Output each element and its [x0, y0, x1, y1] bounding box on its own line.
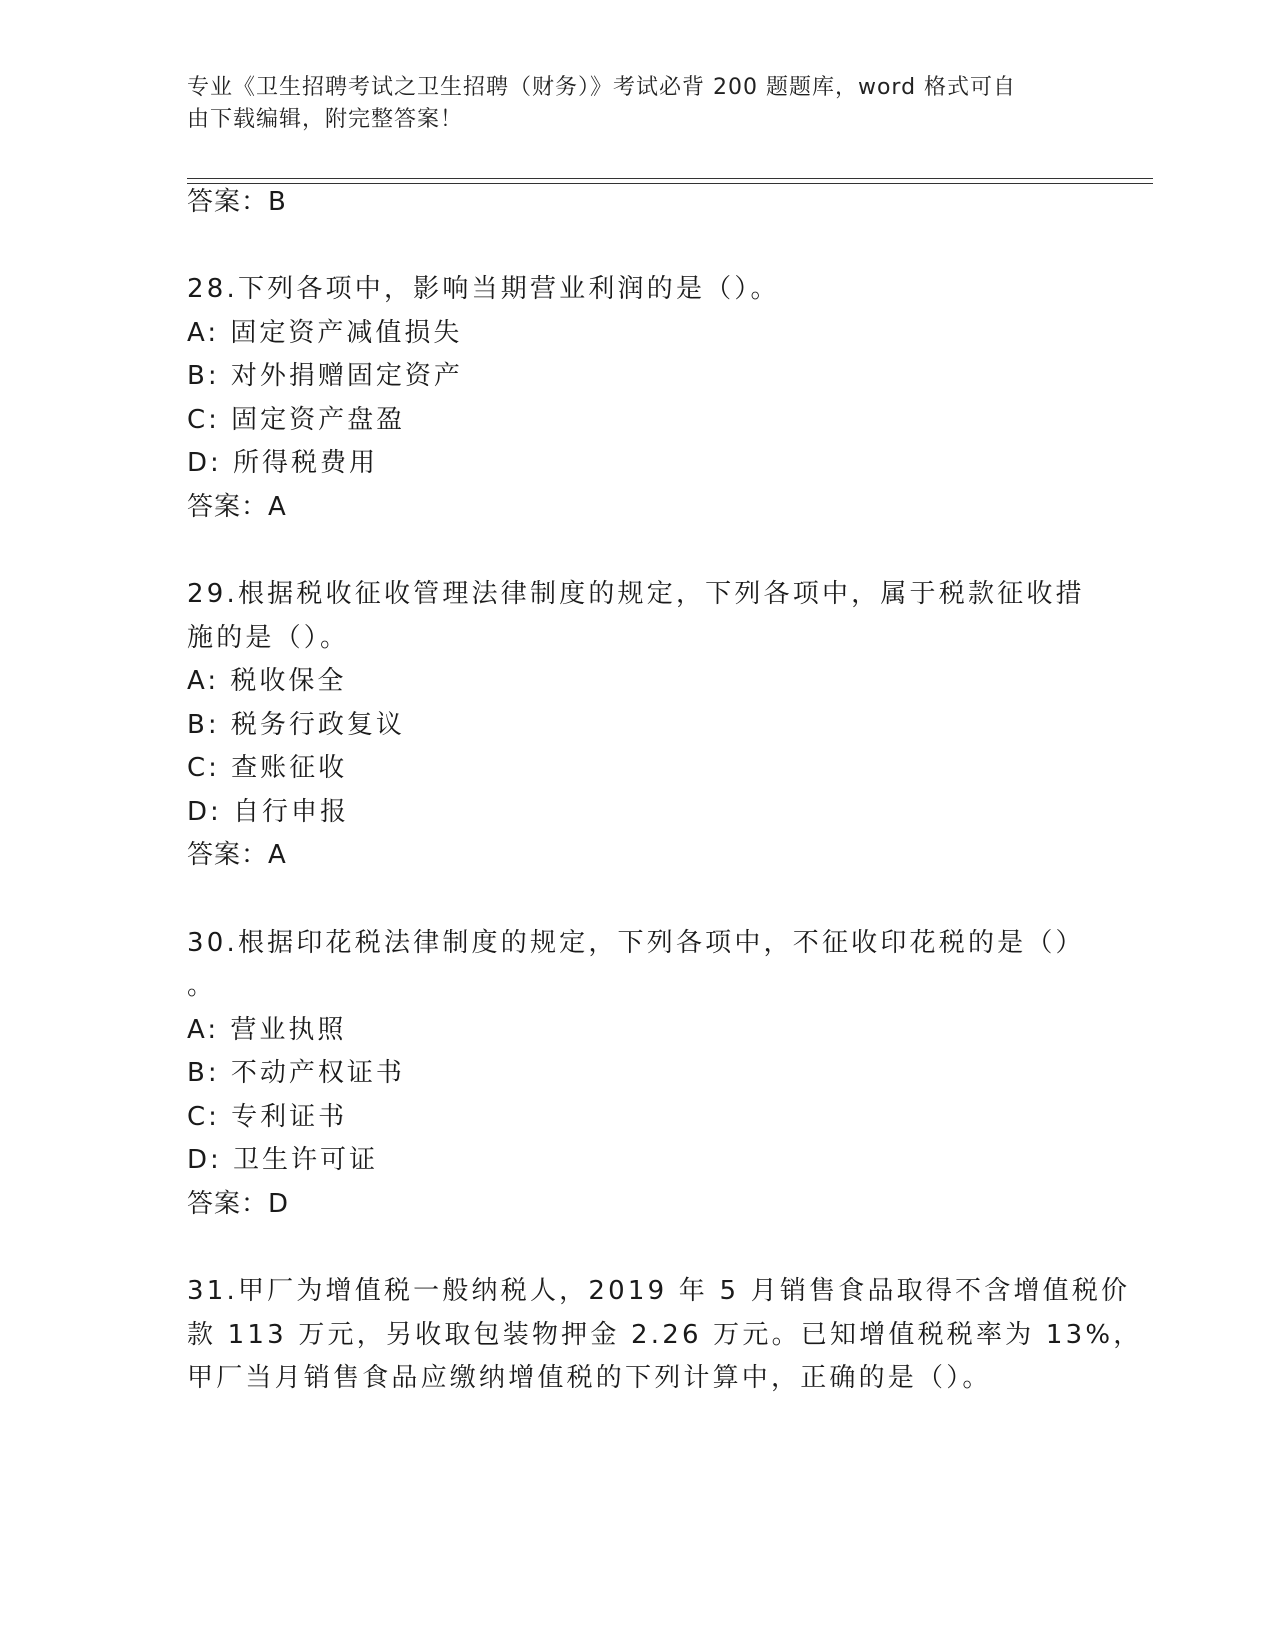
question-28-option-d: D: 所得税费用 [187, 448, 379, 478]
question-31-text-line-1: 31.甲厂为增值税一般纳税人，2019 年 5 月销售食品取得不含增值税价 [187, 1276, 1131, 1306]
question-29-answer: 答案：A [187, 840, 287, 870]
question-28-option-a: A: 固定资产减值损失 [187, 318, 463, 348]
question-29-option-c: C: 查账征收 [187, 753, 348, 783]
header-line-2: 由下载编辑，附完整答案！ [187, 107, 464, 132]
question-30-option-a: A: 营业执照 [187, 1015, 347, 1045]
question-30-text-line-1: 30.根据印花税法律制度的规定，下列各项中，不征收印花税的是（） [187, 928, 1085, 958]
header-rule-top [187, 178, 1153, 179]
question-30-option-c: C: 专利证书 [187, 1102, 348, 1132]
question-30-option-d: D: 卫生许可证 [187, 1145, 379, 1175]
prev-answer: 答案：B [187, 187, 287, 217]
header-rule-bottom [187, 183, 1153, 184]
question-29-text-line-2: 施的是（）。 [187, 623, 350, 653]
document-header [187, 72, 1067, 136]
question-30-text-line-2: 。 [187, 971, 217, 1001]
question-28-answer: 答案：A [187, 492, 287, 522]
question-28-option-b: B: 对外捐赠固定资产 [187, 361, 463, 391]
question-29-option-a: A: 税收保全 [187, 666, 347, 696]
question-30-answer: 答案：D [187, 1189, 290, 1219]
header-line-1: 专业《卫生招聘考试之卫生招聘（财务）》考试必背 200 题题库，word 格式可自 [187, 75, 1017, 100]
question-28-option-c: C: 固定资产盘盈 [187, 405, 406, 435]
question-31-text-line-3: 甲厂当月销售食品应缴纳增值税的下列计算中，正确的是（）。 [187, 1363, 992, 1393]
question-30-option-b: B: 不动产权证书 [187, 1058, 405, 1088]
question-29-text-line-1: 29.根据税收征收管理法律制度的规定，下列各项中，属于税款征收措 [187, 579, 1085, 609]
question-29-option-b: B: 税务行政复议 [187, 710, 405, 740]
question-31-text-line-2: 款 113 万元，另收取包装物押金 2.26 万元。已知增值税税率为 13%， [187, 1320, 1143, 1350]
question-28-text: 28.下列各项中，影响当期营业利润的是（）。 [187, 274, 780, 304]
question-29-option-d: D: 自行申报 [187, 797, 350, 827]
